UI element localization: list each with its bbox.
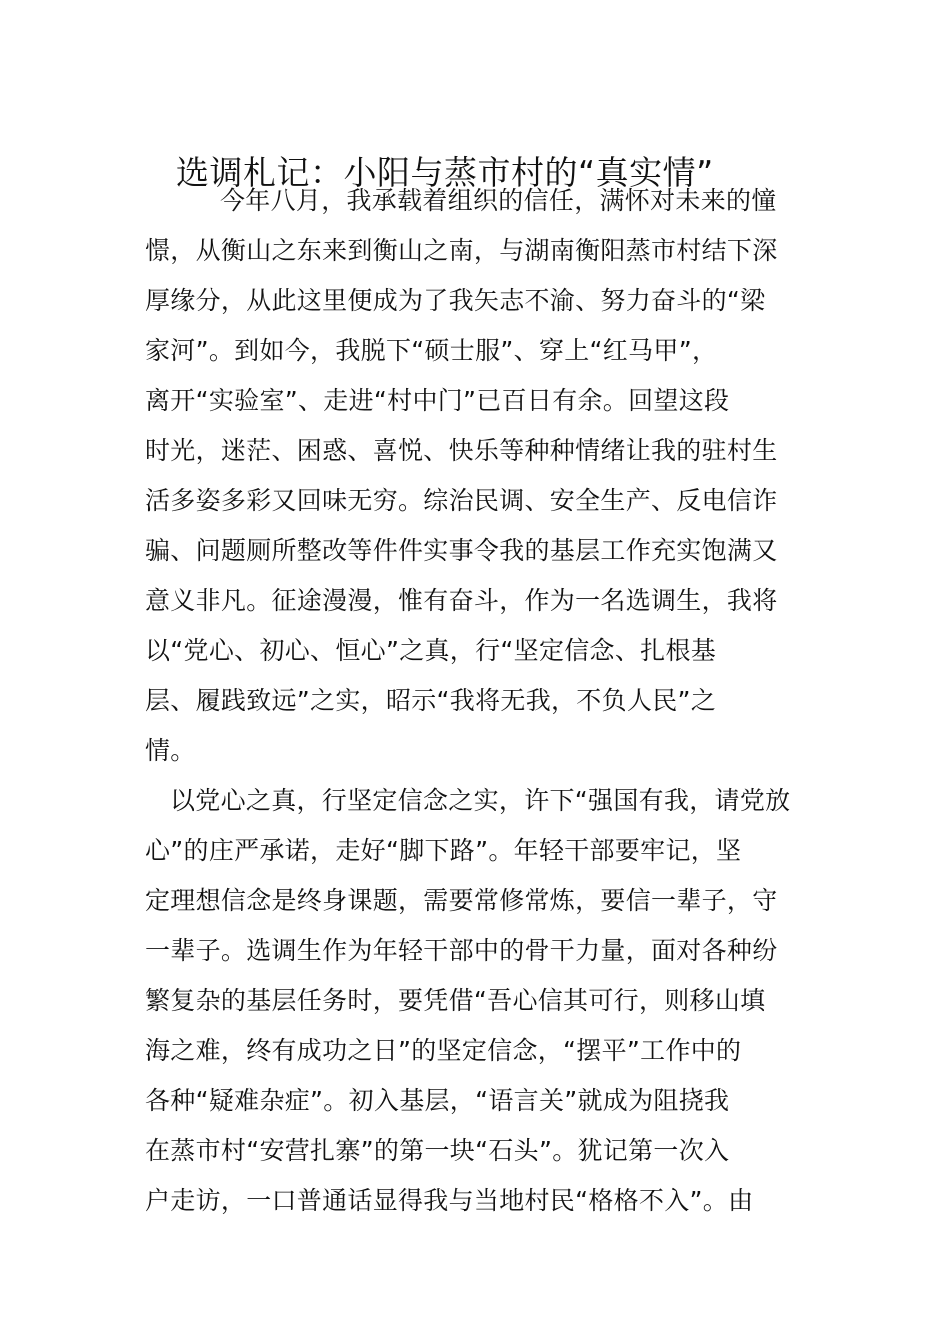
text-line: 各种“疑难杂症”。初入基层，“语言关”就成为阻挠我	[145, 1086, 730, 1115]
text-line: 今年八月，我承载着组织的信任，满怀对未来的憧	[220, 186, 777, 215]
text-line: 在蒸市村“安营扎寨”的第一块“石头”。犹记第一次入	[145, 1136, 730, 1165]
text-line: 以“党心、初心、恒心”之真，行“坚定信念、扎根基	[145, 636, 717, 665]
text-line: 离开“实验室”、走进“村中门”已百日有余。回望这段	[145, 386, 730, 415]
text-line: 活多姿多彩又回味无穷。综治民调、安全生产、反电信诈	[145, 486, 778, 515]
document-body	[145, 176, 815, 1226]
document-title: 选调札记：小阳与蒸市村的“真实情”	[176, 153, 714, 193]
text-line: 层、履践致远”之实，昭示“我将无我，不负人民”之	[145, 686, 717, 715]
text-line: 情。	[145, 736, 196, 765]
text-line: 定理想信念是终身课题，需要常修常炼，要信一辈子，守	[145, 886, 778, 915]
text-line: 繁复杂的基层任务时，要凭借“吾心信其可行，则移山填	[145, 986, 766, 1015]
text-line: 憬，从衡山之东来到衡山之南，与湖南衡阳蒸市村结下深	[145, 236, 778, 265]
paragraph-2	[145, 776, 815, 1226]
text-line: 家河”。到如今，我脱下“硕士服”、穿上“红马甲”，	[145, 336, 718, 365]
text-line: 心”的庄严承诺，走好“脚下路”。年轻干部要牢记，坚	[145, 836, 742, 865]
text-line: 厚缘分，从此这里便成为了我矢志不渝、努力奋斗的“梁	[145, 286, 766, 315]
paragraph-1	[145, 176, 815, 776]
text-line: 时光，迷茫、困惑、喜悦、快乐等种种情绪让我的驻村生	[145, 436, 778, 465]
text-line: 以党心之真，行坚定信念之实，许下“强国有我，请党放	[170, 786, 791, 815]
text-line: 海之难，终有成功之日”的坚定信念，“摆平”工作中的	[145, 1036, 742, 1065]
text-line: 骗、问题厕所整改等件件实事令我的基层工作充实饱满又	[145, 536, 778, 565]
text-line: 意义非凡。征途漫漫，惟有奋斗，作为一名选调生，我将	[145, 586, 778, 615]
text-line: 户走访，一口普通话显得我与当地村民“格格不入”。由	[145, 1186, 754, 1215]
text-line: 一辈子。选调生作为年轻干部中的骨干力量，面对各种纷	[145, 936, 778, 965]
